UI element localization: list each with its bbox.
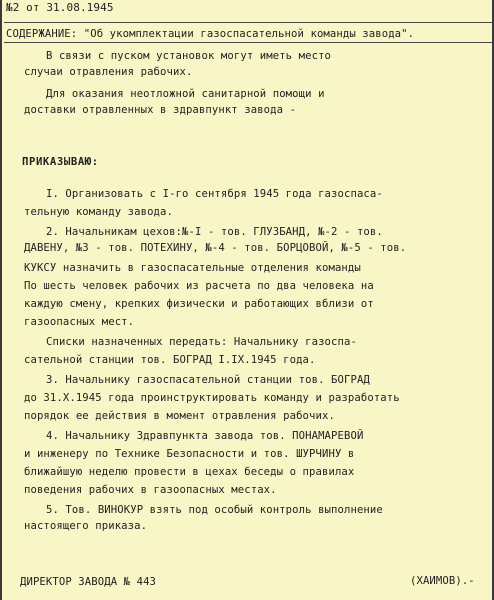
preamble-line: доставки отравленных в здравпункт завода - [24,104,297,116]
order-item-line: настоящего приказа. [24,520,148,532]
order-item-line: I. Организовать с I-го сентября 1945 года газоспаса- [46,188,383,200]
order-item-line: тельную команду завода. [24,206,173,218]
order-item-line: 5. Тов. ВИНОКУР взять под особый контроль выполнение [46,504,383,516]
preamble-line: Для оказания неотложной санитарной помощи и [46,88,325,100]
order-item-line: поведения рабочих в газоопасных местах. [24,484,277,496]
order-item-line: 2. Начальникам цехов:№-I - тов. ГЛУЗБАНД, №-2 - тов. [46,226,383,238]
order-heading: ПРИКАЗЫВАЮ: [22,156,99,168]
top-rule [4,22,492,23]
order-item-line: ДАВЕНУ, №3 - тов. ПОТЕХИНУ, №-4 - тов. БОРЦОВОЙ, №-5 - тов. [24,242,407,254]
signature-name: (ХАИМОВ).- [410,575,475,587]
document-subject: СОДЕРЖАНИЕ: "Об укомплектации газоспасательной команды завода". [6,28,415,40]
order-item-line: до 31.Х.1945 года проинструктировать команду и разработать [24,392,400,404]
subject-rule [4,42,492,43]
order-item-line: КУКСУ назначить в газоспасательные отделения команды [24,262,361,274]
order-item-line: каждую смену, крепких физически и работающих вблизи от [24,298,374,310]
left-edge-line [0,0,2,600]
order-item-line: и инженеру по Технике Безопасности и тов. ШУРЧИНУ в [24,448,355,460]
order-item-line: порядок ее действия в момент отравления рабочих. [24,410,335,422]
document-number-date: №2 от 31.08.1945 [6,1,114,14]
order-item-line: сательной станции тов. БОГРАД I.IX.1945 года. [24,354,316,366]
order-item-line: 4. Начальнику Здравпункта завода тов. ПОНАМАРЕВОЙ [46,430,364,442]
preamble-line: случаи отравления рабочих. [24,66,193,78]
order-item-line: ближайшую неделю провести в цехах беседы о правилах [24,466,355,478]
order-item-line: газоопасных мест. [24,316,135,328]
order-item-line: Списки назначенных передать: Начальнику газоспа- [46,336,357,348]
signature-title: ДИРЕКТОР ЗАВОДА № 443 [20,576,157,588]
order-item-line: 3. Начальнику газоспасательной станции тов. БОГРАД [46,374,370,386]
order-item-line: По шесть человек рабочих из расчета по два человека на [24,280,374,292]
preamble-line: В связи с пуском установок могут иметь место [46,50,332,62]
